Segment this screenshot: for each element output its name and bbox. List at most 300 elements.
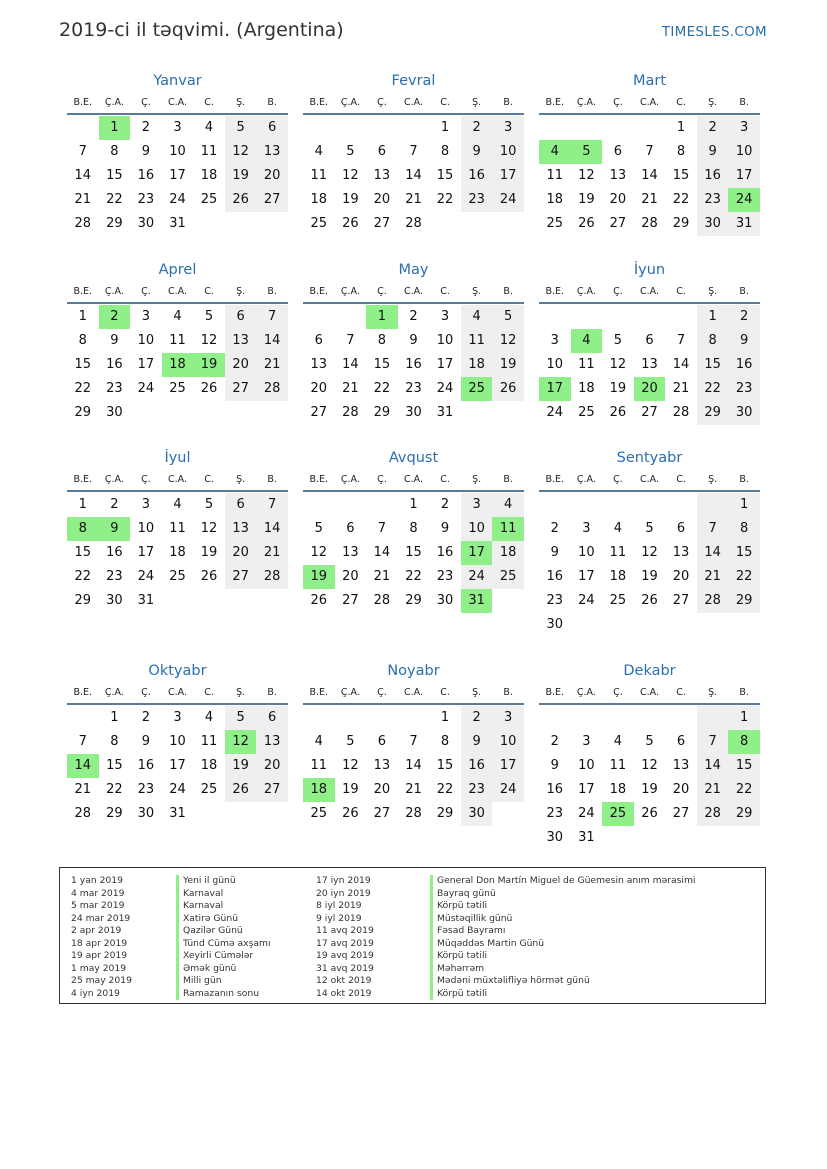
holiday-date: 19 apr 2019 — [71, 950, 128, 961]
weekday-label: B.E. — [309, 687, 329, 698]
calendar-day: 20 — [225, 353, 257, 377]
empty-cell — [602, 493, 634, 517]
calendar-day: 27 — [641, 405, 658, 420]
calendar-day: 9 — [550, 758, 559, 773]
weekday-label: Ş. — [472, 97, 482, 108]
calendar-day: 19 — [342, 782, 359, 797]
month-name: Oktyabr — [148, 663, 207, 679]
holiday-day: 8 — [67, 517, 99, 541]
weekday-label: Ş. — [472, 286, 482, 297]
calendar-day: 7 — [256, 305, 288, 329]
calendar-day: 5 — [613, 333, 623, 348]
calendar-day: 30 — [405, 405, 422, 420]
calendar-day: 28 — [342, 405, 359, 420]
empty-cell — [162, 589, 194, 613]
calendar-day: 4 — [492, 493, 524, 517]
month-calendar — [303, 660, 524, 826]
holiday-date: 31 avq 2019 — [316, 962, 374, 974]
calendar-day: 9 — [697, 140, 729, 164]
weekday-label: B. — [267, 687, 277, 698]
calendar-day: 11 — [461, 329, 493, 353]
calendar-day: 5 — [314, 521, 323, 536]
empty-cell — [728, 613, 760, 637]
calendar-day: 3 — [173, 710, 182, 725]
calendar-day: 29 — [106, 806, 123, 821]
calendar-day: 22 — [373, 381, 391, 396]
calendar-day: 22 — [74, 381, 92, 396]
calendar-day: 3 — [492, 116, 524, 140]
days-grid — [539, 705, 760, 850]
calendar-day: 26 — [342, 806, 359, 821]
calendar-day: 29 — [728, 802, 760, 826]
calendar-day: 31 — [169, 216, 186, 231]
month-calendar — [539, 447, 760, 637]
holiday-day: 9 — [99, 517, 131, 541]
calendar-day: 19 — [578, 192, 595, 207]
calendar-day: 12 — [200, 333, 218, 348]
calendar-day: 23 — [461, 188, 493, 212]
calendar-day: 24 — [137, 569, 155, 584]
calendar-day: 15 — [436, 758, 454, 773]
weekday-label: Ç.A. — [340, 687, 360, 698]
empty-cell — [461, 401, 493, 425]
weekday-label: Ş. — [236, 687, 246, 698]
calendar-day: 15 — [74, 545, 92, 560]
calendar-day: 1 — [440, 120, 450, 135]
calendar-day: 10 — [492, 730, 524, 754]
holiday-day: 12 — [225, 730, 257, 754]
empty-cell — [634, 493, 666, 517]
calendar-day: 19 — [225, 754, 257, 778]
calendar-day: 24 — [578, 593, 595, 608]
empty-cell — [492, 589, 524, 613]
calendar-day: 18 — [609, 569, 627, 584]
empty-cell — [602, 826, 634, 850]
calendar-day: 20 — [373, 782, 391, 797]
calendar-day: 13 — [373, 758, 391, 773]
empty-cell — [256, 212, 288, 236]
legend-names-column — [176, 875, 271, 1000]
holiday-name: Karnaval — [176, 888, 271, 901]
calendar-day: 9 — [110, 333, 119, 348]
calendar-day: 21 — [373, 569, 391, 584]
weekday-label: Ş. — [472, 474, 482, 485]
calendar-day: 26 — [310, 593, 328, 608]
calendar-day: 14 — [256, 517, 288, 541]
month-name: Sentyabr — [616, 450, 683, 466]
calendar-day: 22 — [697, 377, 729, 401]
weekday-label: Ç. — [141, 687, 151, 698]
empty-cell — [697, 613, 729, 637]
weekday-label: Ç.A. — [104, 687, 124, 698]
month-name: Dekabr — [623, 663, 676, 679]
weekday-label: Ç.A. — [104, 474, 124, 485]
calendar-day: 13 — [256, 140, 288, 164]
calendar-day: 17 — [169, 758, 186, 773]
empty-cell — [602, 116, 634, 140]
weekday-header — [67, 682, 288, 705]
calendar-day: 17 — [492, 754, 524, 778]
holiday-name: Qazilər Günü — [176, 925, 271, 938]
calendar-day: 3 — [440, 309, 450, 324]
calendar-day: 19 — [342, 192, 359, 207]
weekday-label: Ç.A. — [576, 97, 596, 108]
empty-cell — [602, 305, 634, 329]
calendar-day: 4 — [461, 305, 493, 329]
calendar-day: 7 — [409, 734, 418, 749]
weekday-label: Ç.A. — [340, 286, 360, 297]
holiday-name: Bayraq günü — [430, 888, 695, 901]
month-name: Fevral — [391, 73, 436, 89]
month-calendar — [67, 259, 288, 425]
calendar-day: 23 — [461, 778, 493, 802]
calendar-day: 19 — [641, 569, 658, 584]
calendar-day: 29 — [405, 593, 422, 608]
weekday-label: C. — [676, 474, 686, 485]
calendar-day: 30 — [106, 405, 123, 420]
calendar-day: 23 — [546, 806, 564, 821]
calendar-day: 6 — [225, 493, 257, 517]
calendar-day: 5 — [346, 144, 355, 159]
holiday-day: 5 — [571, 140, 603, 164]
calendar-day: 2 — [141, 710, 151, 725]
calendar-day: 18 — [310, 192, 328, 207]
calendar-day: 16 — [728, 353, 760, 377]
weekday-label: Ç. — [141, 474, 151, 485]
calendar-day: 23 — [106, 569, 123, 584]
calendar-day: 20 — [256, 164, 288, 188]
calendar-day: 31 — [728, 212, 760, 236]
weekday-header — [539, 469, 760, 492]
calendar-day: 14 — [405, 758, 422, 773]
calendar-day: 2 — [550, 734, 559, 749]
weekday-header — [539, 281, 760, 304]
empty-cell — [461, 212, 493, 236]
empty-cell — [697, 706, 729, 730]
holiday-date: 5 mar 2019 — [71, 900, 125, 911]
weekday-header — [303, 281, 524, 304]
calendar-day: 15 — [436, 168, 454, 183]
calendar-day: 17 — [169, 168, 186, 183]
empty-cell — [697, 493, 729, 517]
calendar-day: 22 — [728, 778, 760, 802]
calendar-day: 18 — [492, 541, 524, 565]
weekday-label: B.E. — [309, 474, 329, 485]
calendar-day: 28 — [256, 565, 288, 589]
calendar-day: 16 — [106, 357, 123, 372]
empty-cell — [398, 116, 430, 140]
calendar-day: 15 — [405, 545, 422, 560]
weekday-label: Ç. — [613, 474, 623, 485]
weekday-label: C. — [440, 687, 450, 698]
calendar-day: 21 — [405, 782, 422, 797]
calendar-day: 23 — [106, 381, 123, 396]
holiday-day: 4 — [571, 329, 603, 353]
calendar-day: 22 — [74, 569, 92, 584]
calendar-day: 27 — [609, 216, 627, 231]
holiday-date: 20 iyn 2019 — [316, 887, 371, 899]
weekday-label: B.E. — [73, 286, 93, 297]
calendar-day: 1 — [697, 305, 729, 329]
calendar-day: 4 — [613, 521, 623, 536]
calendar-day: 26 — [609, 405, 627, 420]
weekday-label: B. — [739, 97, 749, 108]
calendar-day: 1 — [676, 120, 686, 135]
empty-cell — [634, 613, 666, 637]
calendar-day: 8 — [110, 144, 119, 159]
calendar-day: 6 — [377, 144, 387, 159]
legend-names-column — [430, 875, 695, 1000]
holiday-day: 1 — [366, 305, 398, 329]
weekday-label: C.A. — [167, 286, 187, 297]
empty-cell — [571, 116, 603, 140]
calendar-day: 15 — [106, 168, 123, 183]
holiday-date: 11 avq 2019 — [316, 925, 374, 936]
calendar-day: 21 — [256, 541, 288, 565]
calendar-day: 1 — [78, 497, 87, 512]
calendar-day: 29 — [106, 216, 123, 231]
weekday-label: Ç.A. — [104, 97, 124, 108]
calendar-day: 11 — [609, 758, 627, 773]
weekday-header — [67, 92, 288, 115]
calendar-day: 10 — [578, 545, 595, 560]
calendar-day: 10 — [436, 333, 454, 348]
calendar-day: 15 — [672, 168, 690, 183]
holiday-name: Fəsad Bayramı — [430, 925, 695, 938]
weekday-label: B.E. — [545, 97, 565, 108]
calendar-day: 17 — [137, 357, 155, 372]
calendar-day: 30 — [728, 401, 760, 425]
calendar-day: 7 — [697, 730, 729, 754]
calendar-day: 11 — [310, 168, 328, 183]
weekday-label: C. — [204, 474, 214, 485]
calendar-day: 15 — [74, 357, 92, 372]
empty-cell — [335, 493, 367, 517]
calendar-day: 26 — [641, 806, 658, 821]
holiday-name: Əmək günü — [176, 963, 271, 976]
holiday-date: 1 yan 2019 — [71, 875, 123, 886]
calendar-day: 1 — [440, 710, 450, 725]
calendar-day: 14 — [342, 357, 359, 372]
weekday-label: C.A. — [639, 286, 659, 297]
holiday-day: 17 — [461, 541, 493, 565]
calendar-day: 7 — [78, 734, 87, 749]
calendar-day: 25 — [310, 806, 328, 821]
calendar-day: 9 — [550, 545, 559, 560]
holiday-name: Milli gün — [176, 975, 271, 988]
calendar-day: 29 — [436, 806, 454, 821]
empty-cell — [492, 212, 524, 236]
calendar-day: 22 — [405, 569, 422, 584]
calendar-day: 26 — [200, 381, 218, 396]
calendar-day: 2 — [409, 309, 418, 324]
calendar-day: 8 — [697, 329, 729, 353]
calendar-day: 6 — [645, 333, 654, 348]
calendar-day: 21 — [697, 778, 729, 802]
empty-cell — [193, 212, 225, 236]
weekday-label: B. — [739, 286, 749, 297]
calendar-day: 11 — [546, 168, 564, 183]
calendar-day: 16 — [697, 164, 729, 188]
empty-cell — [303, 116, 335, 140]
weekday-label: Ç. — [613, 687, 623, 698]
calendar-day: 24 — [492, 778, 524, 802]
calendar-day: 11 — [169, 521, 186, 536]
calendar-day: 10 — [137, 521, 155, 536]
weekday-label: B. — [503, 97, 513, 108]
calendar-day: 1 — [409, 497, 418, 512]
empty-cell — [303, 493, 335, 517]
calendar-day: 14 — [697, 541, 729, 565]
days-grid — [67, 492, 288, 613]
calendar-day: 5 — [645, 734, 654, 749]
calendar-day: 24 — [169, 782, 186, 797]
calendar-day: 31 — [436, 405, 454, 420]
weekday-label: C.A. — [639, 97, 659, 108]
calendar-day: 27 — [373, 216, 391, 231]
calendar-day: 30 — [546, 830, 564, 845]
calendar-day: 7 — [409, 144, 418, 159]
calendar-day: 28 — [405, 216, 422, 231]
calendar-day: 7 — [346, 333, 355, 348]
legend-dates-column — [316, 875, 374, 1000]
calendar-day: 15 — [728, 754, 760, 778]
month-calendar — [67, 70, 288, 236]
days-grid — [303, 304, 524, 425]
calendar-day: 2 — [697, 116, 729, 140]
calendar-day: 19 — [492, 353, 524, 377]
month-name: Mart — [632, 73, 667, 89]
empty-cell — [571, 493, 603, 517]
holiday-name: Körpü tətili — [430, 900, 695, 913]
empty-cell — [634, 706, 666, 730]
empty-cell — [665, 613, 697, 637]
calendar-day: 3 — [728, 116, 760, 140]
month-name: Yanvar — [153, 73, 202, 89]
empty-cell — [303, 706, 335, 730]
calendar-day: 18 — [200, 758, 218, 773]
calendar-day: 24 — [137, 381, 155, 396]
site-logo[interactable]: TIMESLES.COM — [661, 24, 767, 40]
month-calendar — [539, 259, 760, 425]
calendar-day: 27 — [672, 806, 690, 821]
calendar-day: 26 — [200, 569, 218, 584]
calendar-day: 27 — [256, 188, 288, 212]
empty-cell — [634, 305, 666, 329]
calendar-day: 3 — [550, 333, 559, 348]
calendar-day: 30 — [106, 593, 123, 608]
calendar-day: 22 — [436, 192, 454, 207]
calendar-day: 12 — [609, 357, 627, 372]
holiday-name: Müqəddəs Martin Günü — [430, 938, 695, 951]
holiday-day: 31 — [461, 589, 493, 613]
holiday-name: Karnaval — [176, 900, 271, 913]
calendar-day: 22 — [106, 782, 123, 797]
holiday-day: 25 — [461, 377, 493, 401]
calendar-day: 12 — [200, 521, 218, 536]
calendar-day: 7 — [78, 144, 87, 159]
weekday-label: C. — [204, 687, 214, 698]
weekday-label: C. — [676, 97, 686, 108]
calendar-day: 6 — [225, 305, 257, 329]
calendar-day: 22 — [728, 565, 760, 589]
calendar-day: 27 — [225, 565, 257, 589]
empty-cell — [492, 401, 524, 425]
calendar-day: 8 — [78, 333, 87, 348]
calendar-day: 14 — [74, 168, 92, 183]
calendar-day: 22 — [672, 192, 690, 207]
calendar-day: 29 — [74, 593, 92, 608]
weekday-label: C. — [676, 687, 686, 698]
holiday-name: Xatirə Günü — [176, 913, 271, 926]
weekday-label: Ç. — [613, 97, 623, 108]
calendar-day: 14 — [373, 545, 391, 560]
empty-cell — [634, 116, 666, 140]
empty-cell — [539, 116, 571, 140]
calendar-day: 4 — [314, 734, 323, 749]
empty-cell — [335, 305, 367, 329]
calendar-day: 3 — [141, 309, 151, 324]
weekday-label: C.A. — [403, 286, 423, 297]
calendar-day: 1 — [728, 493, 760, 517]
empty-cell — [256, 589, 288, 613]
calendar-day: 3 — [582, 734, 591, 749]
calendar-day: 9 — [461, 730, 493, 754]
calendar-day: 29 — [728, 589, 760, 613]
calendar-day: 24 — [546, 405, 564, 420]
calendar-day: 6 — [314, 333, 323, 348]
days-grid — [67, 115, 288, 236]
calendar-day: 10 — [546, 357, 564, 372]
calendar-day: 10 — [461, 517, 493, 541]
empty-cell — [366, 493, 398, 517]
calendar-day: 21 — [672, 381, 690, 396]
calendar-day: 14 — [641, 168, 658, 183]
weekday-label: B. — [503, 687, 513, 698]
calendar-day: 28 — [672, 405, 690, 420]
weekday-label: Ş. — [708, 97, 718, 108]
calendar-day: 26 — [641, 593, 658, 608]
holiday-date: 4 mar 2019 — [71, 887, 125, 899]
calendar-day: 7 — [676, 333, 686, 348]
calendar-day: 25 — [200, 782, 218, 797]
calendar-day: 9 — [461, 140, 493, 164]
page-title: 2019-ci il təqvimi. (Argentina) — [59, 19, 344, 41]
holiday-name: Tünd Cümə axşamı — [176, 938, 271, 951]
holiday-name: Müstəqillik günü — [430, 913, 695, 926]
weekday-label: Ş. — [236, 97, 246, 108]
calendar-day: 11 — [200, 144, 218, 159]
calendar-day: 26 — [225, 188, 257, 212]
empty-cell — [539, 493, 571, 517]
empty-cell — [256, 802, 288, 826]
calendar-day: 23 — [728, 377, 760, 401]
calendar-day: 30 — [436, 593, 454, 608]
holiday-day: 1 — [99, 116, 131, 140]
calendar-day: 22 — [106, 192, 123, 207]
calendar-day: 18 — [461, 353, 493, 377]
weekday-label: C. — [676, 286, 686, 297]
month-calendar — [539, 660, 760, 850]
calendar-day: 11 — [310, 758, 328, 773]
weekday-label: Ç. — [141, 286, 151, 297]
calendar-day: 26 — [225, 778, 257, 802]
days-grid — [303, 705, 524, 826]
calendar-day: 6 — [377, 734, 387, 749]
calendar-day: 20 — [256, 754, 288, 778]
calendar-day: 2 — [550, 521, 559, 536]
calendar-day: 11 — [169, 333, 186, 348]
